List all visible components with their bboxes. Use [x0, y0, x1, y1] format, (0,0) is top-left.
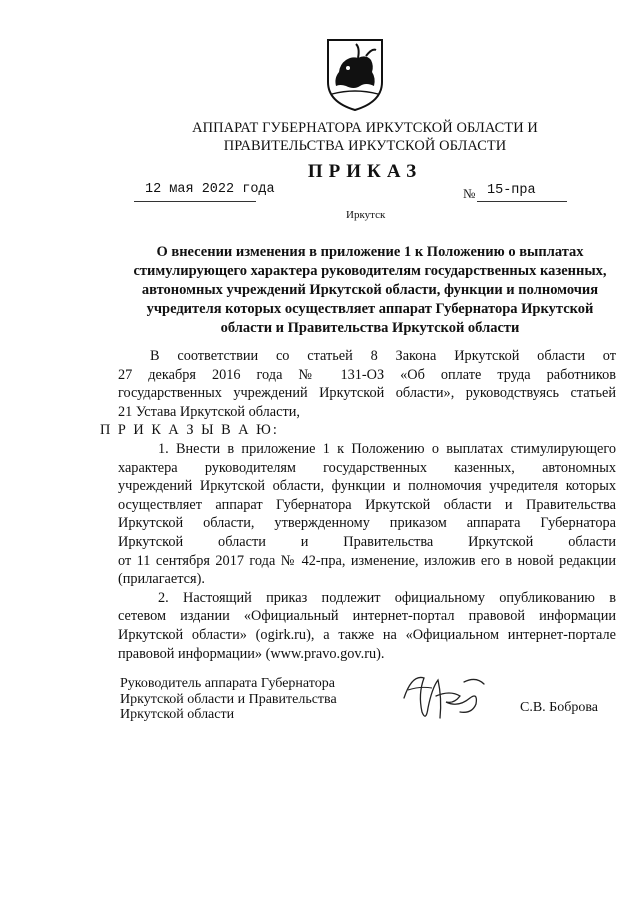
coat-of-arms-icon — [326, 38, 384, 112]
item1-line: (прилагается). — [118, 571, 205, 588]
intro-line: 21 Устава Иркутской области, — [118, 403, 300, 420]
document-number: 15-пра — [487, 183, 536, 198]
authority-line-1: АППАРАТ ГУБЕРНАТОРА ИРКУТСКОЙ ОБЛАСТИ И — [192, 120, 538, 136]
signer-name: С.В. Боброва — [520, 700, 598, 715]
document-type: ПРИКАЗ — [307, 161, 423, 182]
intro-line: 27 декабря 2016 года № 131-ОЗ «Об оплате труда работников — [118, 366, 616, 383]
item1-line: характера руководителям государственных казенных, автономных — [118, 459, 616, 476]
position-line: Руководитель аппарата Губернатора — [120, 676, 335, 691]
intro-line: В соответствии со статьей 8 Закона Иркутской области от — [150, 348, 616, 364]
item2-line: Иркутской области» (ogirk.ru), а также на «Официальном интернет-портале — [118, 626, 616, 643]
subject-line: области и Правительства Иркутской области — [220, 320, 520, 336]
intro-line: государственных учреждений Иркутской области», руководствуясь статьей — [118, 385, 616, 402]
subject-line: автономных учреждений Иркутской области, функции и полномочия — [141, 282, 599, 298]
item1-line: Иркутской области, утвержденному приказом аппарата Губернатора — [118, 515, 616, 532]
item2-line: 2. Настоящий приказ подлежит официальному опубликованию в — [158, 589, 616, 606]
position-line: Иркутской области — [120, 707, 235, 722]
document-date: 12 мая 2022 года — [145, 182, 275, 197]
subject-line: стимулирующего характера руководителям государственных казенных, — [133, 263, 607, 279]
item1-line: 1. Внести в приложение 1 к Положению о выплатах стимулирующего — [158, 440, 616, 457]
document-subject — [110, 243, 630, 338]
position-line: Иркутской области и Правительства — [120, 691, 337, 707]
document-body — [100, 347, 616, 663]
item1-line: осуществляет аппарат Губернатора Иркутской области и Правительства — [118, 496, 616, 513]
handwritten-signature — [398, 668, 490, 726]
signatory-position — [120, 676, 337, 723]
date-underline — [134, 201, 256, 202]
number-underline — [477, 201, 567, 202]
issue-city: Иркутск — [346, 209, 386, 221]
item1-line: учреждений Иркутской области, функции и полномочия учредителя которых — [118, 478, 616, 495]
authority-line-2: ПРАВИТЕЛЬСТВА ИРКУТСКОЙ ОБЛАСТИ — [223, 138, 507, 154]
authority-name — [150, 119, 580, 155]
item1-line: от 11 сентября 2017 года № 42-пра, изменение, изложив его в новой редакции — [118, 552, 616, 569]
item2-line: правовой информации» (www.pravo.gov.ru). — [118, 645, 385, 662]
item2-line: сетевом издании «Официальный интернет-портал правовой информации — [118, 608, 616, 625]
item1-line: Иркутской области и Правительства Иркутской области — [118, 533, 616, 550]
number-sign: № — [463, 186, 476, 201]
subject-line: О внесении изменения в приложение 1 к Положению о выплатах — [156, 244, 584, 260]
order-word: П Р И К А З Ы В А Ю: — [100, 422, 279, 439]
subject-line: учредителя которых осуществляет аппарат Губернатора Иркутской — [146, 301, 594, 317]
